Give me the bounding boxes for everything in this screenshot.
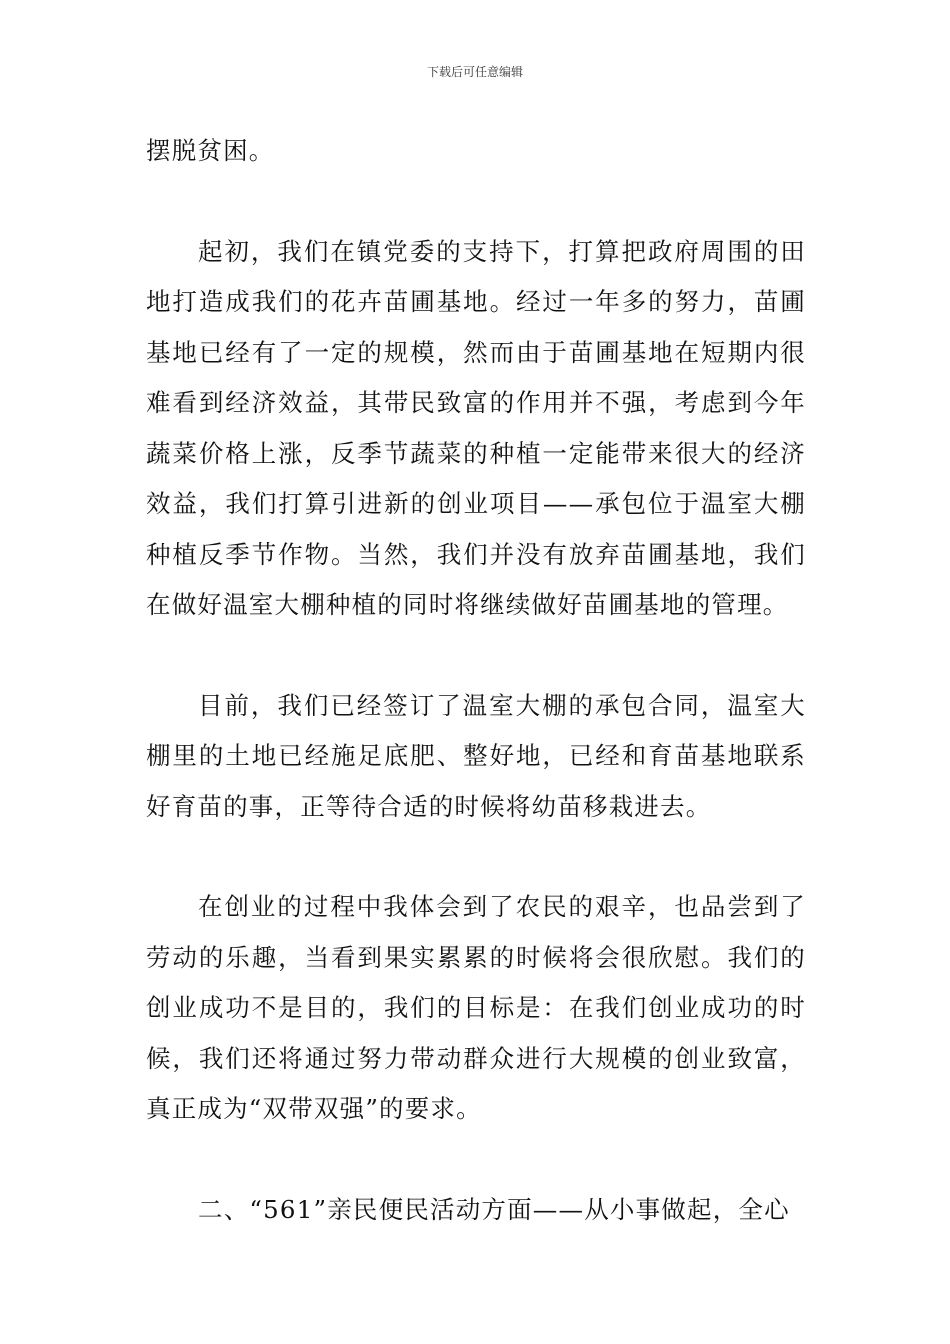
- paragraph-current-status: 目前，我们已经签订了温室大棚的承包合同，温室大棚里的土地已经施足底肥、整好地，已经和育苗基地联系好育苗的事，正等待合适的时候将幼苗移栽进去。: [146, 690, 806, 821]
- paragraph-continuation: 摆脱贫困。: [146, 136, 275, 165]
- section-heading-561: 二、“561”亲民便民活动方面——从小事做起，全心: [198, 1194, 790, 1224]
- paragraph-startup-history: 起初，我们在镇党委的支持下，打算把政府周围的田地打造成我们的花卉苗圃基地。经过一年多的努力，苗圃基地已经有了一定的规模，然而由于苗圃基地在短期内很难看到经济效益，其带民致富的作用并不强，考虑到今年蔬菜价格上涨，反季节蔬菜的种植一定能带来很大的经济效益，我们打算引进新的创业项目——承包位于温室大棚种植反季节作物。当然，我们并没有放弃苗圃基地，我们在做好温室大棚种植的同时将继续做好苗圃基地的管理。: [146, 236, 806, 619]
- document-body: [146, 126, 806, 1235]
- paragraph-reflection: 在创业的过程中我体会到了农民的艰辛，也品尝到了劳动的乐趣，当看到果实累累的时候将会很欣慰。我们的创业成功不是目的，我们的目标是：在我们创业成功的时候，我们还将通过努力带动群众进行大规模的创业致富，真正成为“双带双强”的要求。: [146, 892, 806, 1123]
- page-header-note: 下载后可任意编辑: [426, 65, 523, 79]
